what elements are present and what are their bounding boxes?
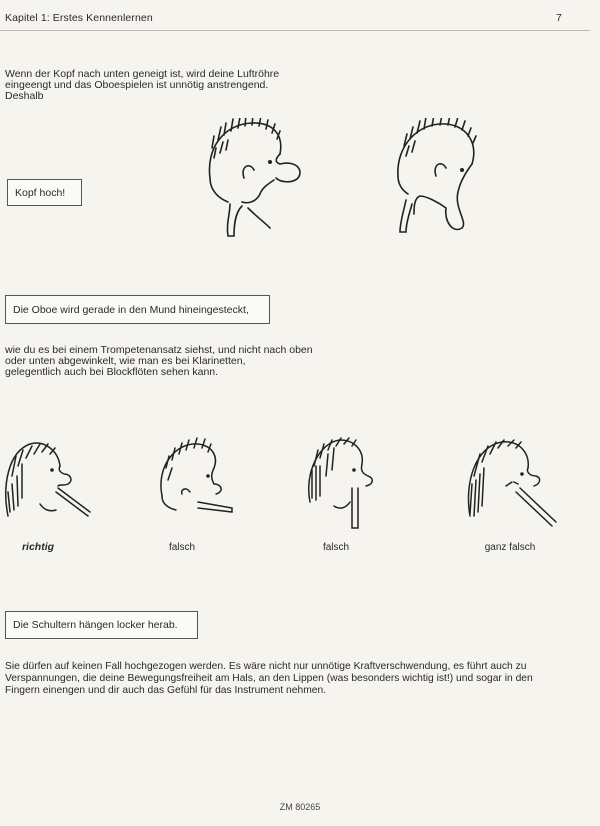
- publisher-code: ZM 80265: [279, 802, 321, 812]
- figure-caption-ganz-falsch: ganz falsch: [484, 542, 536, 553]
- figure-caption-falsch: falsch: [322, 542, 350, 553]
- paragraph-line: Deshalb: [5, 90, 44, 102]
- head-down-profile-icon: [204, 118, 309, 240]
- figure-caption-falsch: falsch: [168, 542, 196, 553]
- paragraph-line: gelegentlich auch bei Blockflöten sehen kann.: [5, 366, 219, 378]
- paragraph-line: Fingern einengen und dir auch das Gefühl für das Instrument nehmen.: [5, 685, 327, 696]
- paragraph-line: Sie dürfen auf keinen Fall hochgezogen werden. Es wäre nicht nur unnötige Kraftverschwendung, es führt auch zu: [5, 661, 527, 672]
- oboe-angle-paragraph: [5, 345, 313, 378]
- shoulders-paragraph: [5, 661, 533, 697]
- paragraph-line: eingeengt und das Oboespielen ist unnötig anstrengend.: [5, 79, 269, 91]
- tip-box-label: Die Schultern hängen locker herab.: [13, 619, 178, 631]
- page-number: 7: [556, 12, 562, 24]
- tip-box-label: Die Oboe wird gerade in den Mund hineingesteckt,: [13, 303, 249, 316]
- paragraph-line: wie du es bei einem Trompetenansatz siehst, und nicht nach oben: [5, 344, 313, 356]
- paragraph-line: Wenn der Kopf nach unten geneigt ist, wird deine Luftröhre: [5, 68, 280, 80]
- head-tilted-illustration: [392, 118, 497, 240]
- head-tilted-profile-icon: [392, 118, 497, 240]
- tip-box-label: Kopf hoch!: [15, 186, 66, 199]
- header-divider: [0, 30, 590, 31]
- player-oboe-angled-low-icon: [464, 436, 564, 532]
- tip-box-head-up: [7, 179, 82, 206]
- figure-falsch-2: [304, 436, 396, 536]
- player-oboe-angled-down-icon: [152, 436, 244, 528]
- intro-paragraph: [5, 69, 279, 102]
- head-down-illustration: [204, 118, 309, 240]
- paragraph-line: oder unten abgewinkelt, wie man es bei Klarinetten,: [5, 355, 246, 367]
- figure-caption-richtig: richtig: [21, 541, 55, 553]
- paragraph-line: Verspannungen, die deine Bewegungsfreiheit am Hals, an den Lippen (was besonders wichtig ist!) und sogar in den: [5, 673, 533, 684]
- tip-box-oboe-straight: [5, 295, 270, 324]
- tip-box-shoulders: [5, 611, 198, 639]
- chapter-header: Kapitel 1: Erstes Kennenlernen: [5, 12, 153, 24]
- player-oboe-vertical-icon: [304, 436, 396, 536]
- figure-falsch-1: [152, 436, 244, 528]
- figure-ganz-falsch: [464, 436, 564, 532]
- player-straight-oboe-icon: [4, 436, 96, 528]
- figure-richtig: [4, 436, 96, 528]
